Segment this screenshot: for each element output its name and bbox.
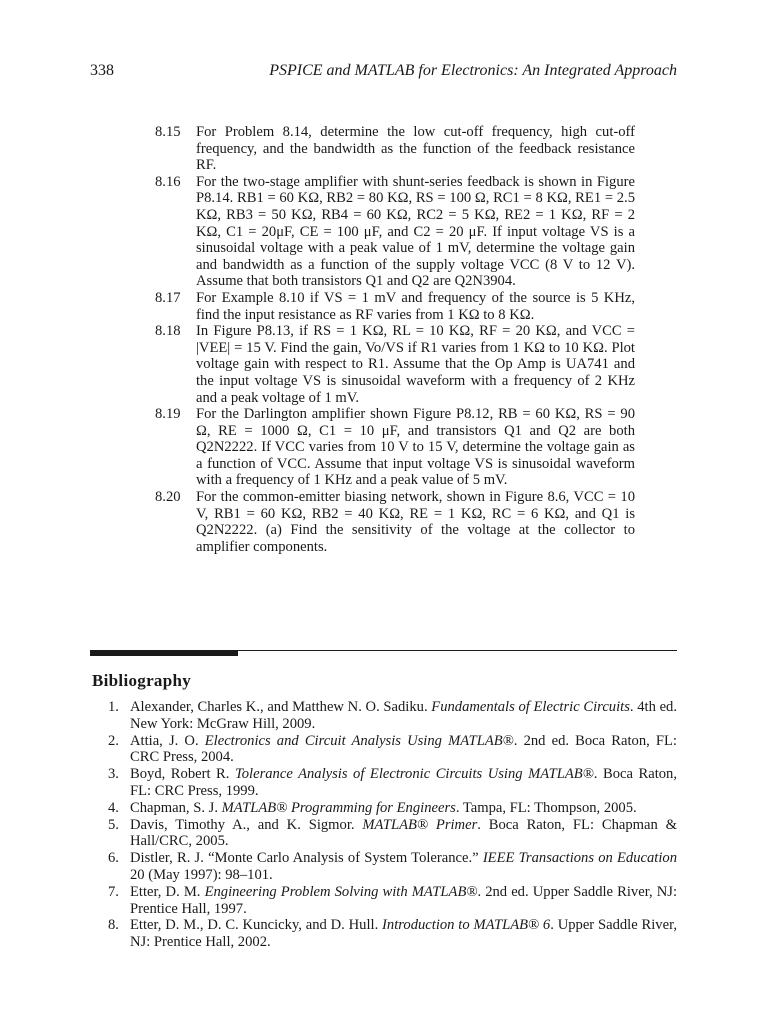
bibliography-entry (108, 800, 677, 817)
problem-item (155, 489, 635, 555)
entry-number: 8. (108, 917, 119, 934)
entry-title: MATLAB® Primer (362, 816, 478, 833)
problem-text: For Problem 8.14, determine the low cut-off frequency, high cut-off frequency, and the bandwidth as the function of the feedback resistance RF. (196, 124, 635, 174)
entry-authors: Distler, R. J. “Monte Carlo Analysis of System Tolerance.” (130, 850, 483, 867)
entry-title: IEEE Transactions on Education (482, 850, 677, 867)
entry-publication: . Tampa, FL: Thompson, 2005. (455, 799, 637, 816)
entry-publication: . Upper Saddle River, NJ: Prentice Hall, 2002. (130, 917, 677, 951)
entry-authors: Davis, Timothy A., and K. Sigmor. (130, 816, 363, 833)
problem-item (155, 124, 635, 174)
entry-title: Fundamentals of Electric Circuits (431, 699, 630, 715)
problem-number: 8.16 (155, 173, 181, 190)
entry-title: Introduction to MATLAB® 6 (382, 917, 551, 934)
entry-title: MATLAB® Programming for Engineers (221, 799, 456, 816)
entry-number: 5. (108, 816, 119, 833)
problem-text: In Figure P8.13, if RS = 1 KΩ, RL = 10 KΩ, RF = 20 KΩ, and VCC = |VEE| = 15 V. Find the gain, Vo/VS if R1 varies from 1 KΩ to 10 KΩ. Plot voltage gain with respect to R1. Assume that the Op Amp is UA741 and the input voltage VS is sinusoidal waveform with a frequency of 2 KHz and a peak voltage of 1 mV. (196, 323, 635, 406)
problem-number: 8.19 (155, 406, 181, 423)
bibliography-list (108, 699, 677, 951)
problem-text: For the two-stage amplifier with shunt-series feedback is shown in Figure P8.14. RB1 = 60 KΩ, RB2 = 80 KΩ, RS = 100 Ω, RC1 = 8 KΩ, RE1 = 2.5 KΩ, RB3 = 50 KΩ, RB4 = 60 KΩ, RC2 = 5 KΩ, RE2 = 1 KΩ, RF = 2 KΩ, C1 = 20μF, CE = 100 μF, and C2 = 20 μF. If input voltage VS is a sinusoidal voltage with a peak value of 1 mV, determine the voltage gain and bandwidth as a function of the supply voltage VCC (8 V to 12 V). Assume that both transistors Q1 and Q2 are Q2N3904. (196, 173, 635, 290)
problem-number: 8.20 (155, 489, 181, 506)
entry-title: Engineering Problem Solving with MATLAB® (204, 883, 478, 900)
entry-number: 4. (108, 799, 119, 816)
entry-publication: . 2nd ed. Upper Saddle River, NJ: Prentice Hall, 1997. (130, 883, 678, 917)
entry-number: 6. (108, 850, 119, 867)
problem-text: For the Darlington amplifier shown Figure P8.12, RB = 60 KΩ, RS = 90 Ω, RE = 1000 Ω, C1 = 10 μF, and transistors Q1 and Q2 are both Q2N2222. If VCC varies from 10 V to 15 V, determine the voltage gain as a function of VCC. Assume that input voltage VS is sinusoidal waveform with a frequency of 1 KHz and a peak value of 5 mV. (196, 406, 635, 489)
bibliography-title: Bibliography (92, 671, 192, 690)
page-header (90, 60, 677, 82)
bibliography-entry (108, 817, 677, 851)
entry-title: Electronics and Circuit Analysis Using MATLAB® (204, 732, 514, 749)
section-rule (90, 650, 677, 656)
entry-title: Tolerance Analysis of Electronic Circuits Using MATLAB® (234, 766, 594, 783)
bibliography-entry (108, 884, 677, 918)
problem-number: 8.18 (155, 323, 181, 340)
entry-number: 3. (108, 766, 119, 783)
running-title: PSPICE and MATLAB for Electronics: An Integrated Approach (269, 62, 677, 79)
entry-publication: . 4th ed. New York: McGraw Hill, 2009. (130, 699, 677, 732)
problem-list (155, 124, 635, 555)
bibliography-entry (108, 850, 677, 884)
entry-authors: Alexander, Charles K., and Matthew N. O. Sadiku. (130, 699, 432, 715)
problem-number: 8.15 (155, 124, 181, 140)
entry-publication: . 2nd ed. Boca Raton, FL: CRC Press, 2004. (130, 732, 677, 766)
entry-number: 2. (108, 732, 119, 749)
entry-publication: 20 (May 1997): 98–101. (130, 866, 273, 883)
entry-authors: Boyd, Robert R. (130, 766, 235, 783)
entry-number: 7. (108, 883, 119, 900)
problem-item (155, 290, 635, 323)
bibliography-entry (108, 917, 677, 951)
entry-number: 1. (108, 699, 119, 715)
problem-item (155, 406, 635, 489)
bibliography-entry (108, 733, 677, 767)
page-number: 338 (90, 62, 114, 79)
entry-authors: Chapman, S. J. (130, 799, 222, 816)
problem-text: For the common-emitter biasing network, shown in Figure 8.6, VCC = 10 V, RB1 = 60 KΩ, RB2 = 40 KΩ, RE = 1 KΩ, RC = 6 KΩ, and Q1 is Q2N2222. (a) Find the sensitivity of the voltage at the collector to amplifier components. (196, 489, 635, 555)
problem-number: 8.17 (155, 289, 181, 306)
problem-item (155, 323, 635, 406)
entry-authors: Etter, D. M. (130, 883, 205, 900)
bibliography-entry (108, 699, 677, 733)
entry-publication: . Boca Raton, FL: CRC Press, 1999. (130, 766, 677, 799)
entry-authors: Attia, J. O. (130, 732, 205, 749)
problem-text: For Example 8.10 if VS = 1 mV and frequency of the source is 5 KHz, find the input resistance as RF varies from 1 KΩ to 8 KΩ. (196, 289, 635, 323)
section-rule-thick (90, 650, 238, 656)
entry-authors: Etter, D. M., D. C. Kuncicky, and D. Hull. (130, 917, 383, 934)
bibliography-entry (108, 766, 677, 800)
problem-item (155, 174, 635, 290)
entry-publication: . Boca Raton, FL: Chapman & Hall/CRC, 2005. (130, 816, 677, 850)
